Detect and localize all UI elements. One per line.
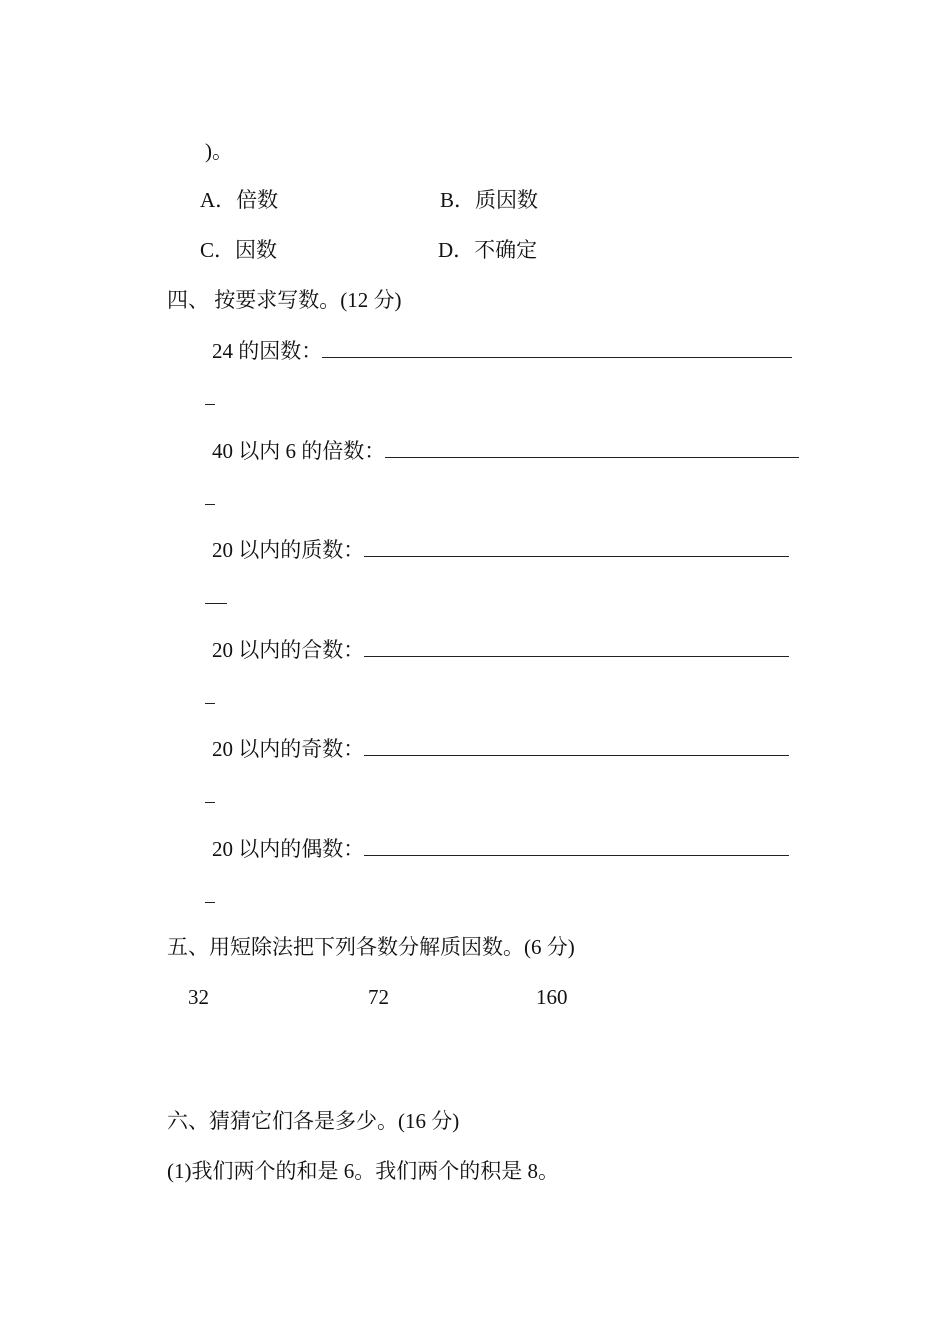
fill-item-label: 20 以内的奇数： bbox=[212, 737, 365, 761]
fill-item-label: 20 以内的合数： bbox=[212, 638, 365, 662]
option-a: A．倍数 bbox=[200, 188, 279, 212]
fill-item-label: 40 以内 6 的倍数： bbox=[212, 439, 386, 463]
option-b: B．质因数 bbox=[440, 188, 539, 212]
number-72: 72 bbox=[368, 985, 389, 1009]
answer-blank[interactable] bbox=[364, 735, 789, 756]
answer-blank-tail bbox=[205, 802, 215, 803]
number-160: 160 bbox=[536, 985, 568, 1009]
answer-blank[interactable] bbox=[385, 437, 799, 458]
answer-blank[interactable] bbox=[364, 636, 789, 657]
answer-blank[interactable] bbox=[364, 536, 789, 557]
answer-blank-tail bbox=[205, 404, 215, 405]
answer-blank-tail bbox=[205, 703, 215, 704]
answer-blank[interactable] bbox=[364, 835, 789, 856]
fill-item bbox=[212, 636, 789, 663]
answer-blank-tail bbox=[205, 504, 215, 505]
fill-item bbox=[212, 337, 792, 364]
fill-item-label: 20 以内的偶数： bbox=[212, 837, 365, 861]
section-6-question-1: (1)我们两个的和是 6。我们两个的积是 8。 bbox=[167, 1159, 559, 1183]
fill-item bbox=[212, 437, 799, 464]
option-c: C．因数 bbox=[200, 238, 278, 262]
previous-question-tail: )。 bbox=[205, 139, 233, 163]
fill-item bbox=[212, 536, 789, 563]
fill-item bbox=[212, 735, 789, 762]
answer-blank[interactable] bbox=[322, 337, 792, 358]
fill-item-label: 20 以内的质数： bbox=[212, 538, 365, 562]
fill-item bbox=[212, 835, 789, 862]
number-32: 32 bbox=[188, 985, 209, 1009]
section-6-title: 六、猜猜它们各是多少。(16 分) bbox=[167, 1109, 460, 1133]
section-5-title: 五、用短除法把下列各数分解质因数。(6 分) bbox=[167, 935, 575, 959]
answer-blank-tail bbox=[205, 902, 215, 903]
section-4-title: 四、 按要求写数。(12 分) bbox=[167, 288, 402, 312]
option-d: D．不确定 bbox=[438, 238, 538, 262]
answer-blank-tail bbox=[205, 603, 227, 604]
fill-item-label: 24 的因数： bbox=[212, 339, 323, 363]
